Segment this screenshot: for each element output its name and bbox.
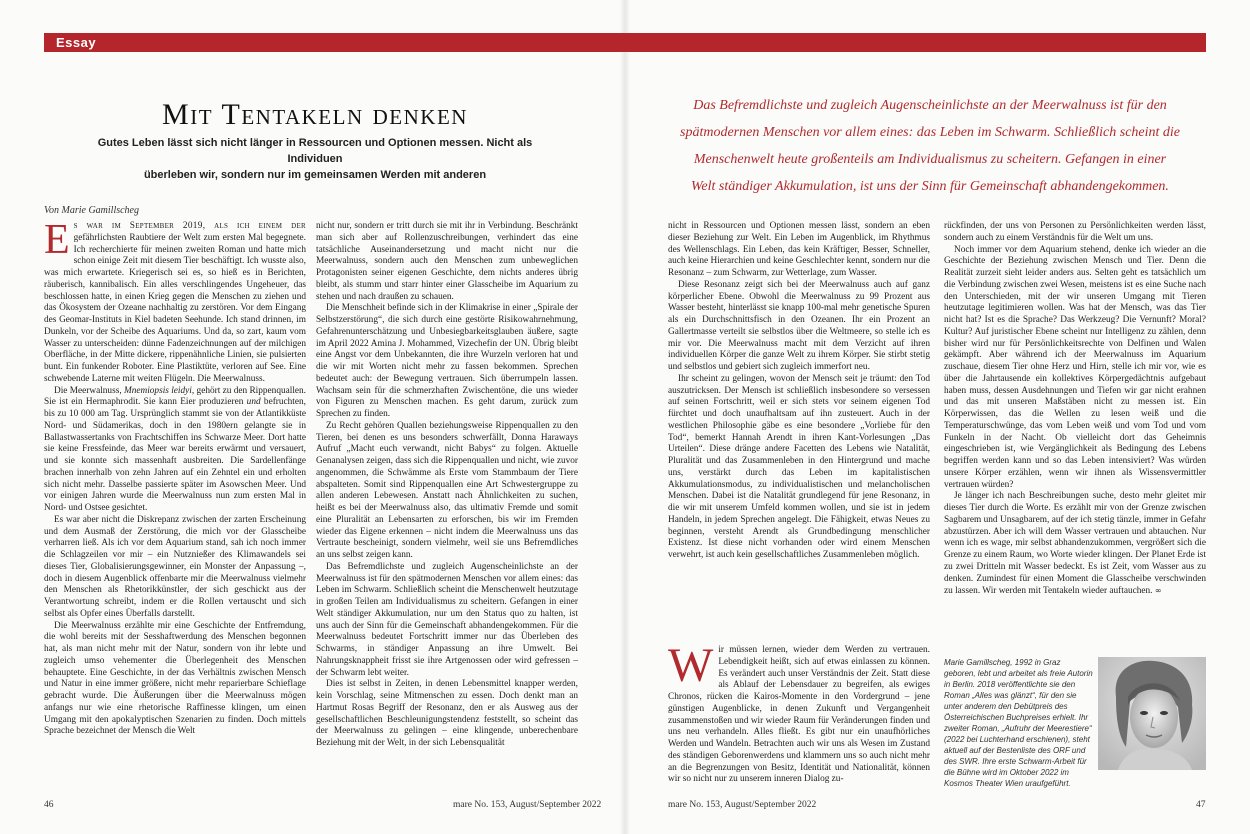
folio-magazine-left: mare No. 153, August/September 2022 (453, 800, 602, 810)
paragraph-text: ir müssen lernen, wieder dem Werden zu vertrauen. Lebendigkeit heißt, sich auf etwas einlassen zu können. Es verändert auch unser Verständnis der Zeit. Statt diese als Ablauf der Lebensdauer zu begreifen, als ewiges Chronos, rücken die Kairos-Momente in den Vordergrund – jene günstigen Augenblicke, in denen Zukunft und Vergangenheit zusammenstoßen und wir wieder Raum für Veränderungen finden und uns neu verhandeln. Alles fließt. Es gibt nur ein unaufhörliches Werden und Wandeln. Betrachten auch wir uns als Wesen im Zustand des ständigen Geborenwerdens und klammern uns so auch nicht mehr an die Begrenzungen von Besitz, Identität und Nationalität, können wir so nicht nur zu unserem inneren Dialog zu- (668, 645, 930, 785)
paragraph-text: gefährlichsten Raubtiere der Welt zum ersten Mal begegnete. Ich recherchierte für meinen zweiten Roman und hatte mich schon einige Zeit mit diesem Tier beschäftigt. Ich wusste also, was mich erwartete. Kriegerisch sei es, so hieß es in Berichten, räuberisch, kannibalisch. Ein alles verschlingendes Ungeheuer, das beschlossen hatte, in einen Krieg gegen die Menschen zu ziehen und das Ökosystem der Ozeane nachhaltig zu zerstören. Vor dem Eingang des Geomar-Instituts in Kiel badeten Seehunde. Ich stand drinnen, im Dunkeln, vor der Scheibe des Aquariums. Und da, so zart, kaum vom Wasser zu unterscheiden: dünne Fadenzeichnungen auf der milchigen Oberfläche, in der Mitte dickere, rippenähnliche Linien, sie pulsierten bunt. Ein funkender Roboter. Eine Plastiktüte, verloren auf See. Eine schwebende Laterne mit weiten Flügeln. Die Meerwalnuss. (44, 232, 306, 384)
portrait-image (1098, 657, 1206, 770)
paragraph (44, 217, 306, 386)
paragraph: Das Befremdlichste und zugleich Augenscheinlichste an der Meerwalnuss ist für den spätmodernen Menschen vor allem eines: das Leben im Schwarm. Schließlich scheint die Menschenwelt heutzutage in großen Teilen am Individualismus zu scheitern. Gefangen in einer Welt ständiger Akkumulation, nur um den Status quo zu halten, ist uns auch der Sinn für die Gemeinschaft abhandengekommen. Für die Meerwalnuss bedeutet Fortschritt immer nur das Überleben des Schwarms, in ständiger Anpassung an ihre Umwelt. Bei Nahrungsknappheit frisst sie ihre Artgenossen oder wird gefressen – der Schwarm lebt weiter. (316, 561, 578, 678)
paragraph: nicht nur, sondern er tritt durch sie mit ihr in Verbindung. Beschränkt man sich aber auf Rollenzuschreibungen, verhindert das eine tatsächliche Auseinandersetzung und macht nicht nur die Meerwalnuss, sondern auch den Menschen zum unbeweglichen Protagonisten seiner eigenen Geschichte, dem nichts anderes übrig bleibt, als stumm und starr hinter einer Glasscheibe im Aquarium zu stehen und nach draußen zu schauen. (316, 221, 578, 302)
end-mark: ∞ (1154, 586, 1162, 596)
drop-cap: W (668, 639, 714, 692)
text-column-1 (44, 217, 307, 769)
article-title: Mit Tentakeln denken (162, 98, 468, 131)
section-label: Essay (56, 35, 97, 50)
paragraph: Zu Recht gehören Quallen beziehungsweise Rippenquallen zu den Tieren, bei denen es uns besonders schwerfällt, Donna Haraways Aufruf „Macht euch verwandt, nicht Babys“ zu folgen. Aktuelle Genanalysen zeigen, dass sich die Rippenquallen und nicht, wie zuvor angenommen, die Schwämme als Erste vom Stammbaum der Tiere abspalteten. Somit sind Rippenquallen eine Art Schwestergruppe zu allen anderen Lebewesen. Anstatt nach Ähnlichkeiten zu suchen, heißt es bei der Meerwalnuss also, das ultimativ Fremde und somit eine Pluralität an Lebensarten zu erforschen, bis wir im Fremden wieder das Eigene erkennen – nicht indem die Meerwalnuss uns das Vertraute bescheinigt, sondern vielmehr, weil sie uns Befremdliches an uns selbst zeigen kann. (316, 420, 578, 560)
pull-quote: Das Befremdlichste und zugleich Augenscheinlichste an der Meerwalnuss ist für den spätmodernen Menschen vor allem eines: das Leben im Schwarm. Schließlich scheint die Menschenwelt heute großenteils am Individualismus zu scheitern. Gefangen in einer Welt ständiger Akkumulation, ist uns der Sinn für Gemeinschaft abhandengekommen. (680, 98, 1181, 194)
paragraph: nicht in Ressourcen und Optionen messen lässt, sondern an eben dieser Beziehung zur Welt. Ein Leben im Augenblick, im Rhythmus des Wellenschlags. Ein Leben, das kein Kräftiger, Besser, Schneller, auch keine Hierarchien und keine Geschlechter kennt, sondern nur die Resonanz – zum Schwarm, zur Wetterlage, zum Wasser. (668, 221, 930, 278)
paragraph: rückfinden, der uns von Personen zu Persönlichkeiten werden lässt, sondern auch zu einem Verständnis für die Welt um uns. (944, 221, 1206, 243)
paragraph-text: , gehört zu den Rippenquallen. Sie ist ein Hermaphrodit. Sie kann Eier produzieren (44, 385, 307, 408)
paragraph-text: Je länger ich nach Beschreibungen suche, desto mehr gleitet mir dieses Tier durch die Worte. Es erzählt mir von der Grenze zwischen Sagbarem und Unsagbarem, auf der ich stetig tänzle, immer in Gefahr abzustürzen. Aber ich will dem Wasser vertrauen und abtauchen. Nur wenn ich es wage, mir selbst abhandenzukommen, vergrößert sich die Grenze zu einem Raum, wo Worte wieder klingen. Der Planet Erde ist zu zwei Dritteln mit Wasser bedeckt. Es ist Zeit, vom Wasser aus zu denken. Zumindest für einen Moment die Glasscheibe verschwinden zu lassen. Wir werden mit Tentakeln wieder auftauchen. (944, 491, 1206, 597)
text-column-4 (944, 221, 1206, 653)
subtitle-line-2: überleben wir, sondern nur im gemeinsamen Werden mit anderen (143, 169, 487, 181)
text-column-3-lower (668, 639, 930, 785)
paragraph (668, 639, 930, 786)
page-number-left: 46 (44, 800, 54, 810)
paragraph: Ihr scheint zu gelingen, wovon der Mensch seit je träumt: den Tod auszutricksen. Der Mensch ist schließlich insbesondere so versessen auf seinen Fortschritt, weil er sich stets vor seinem eigenen Tod fürchtet und doch unaufhaltsam auf ihn zusteuert. Auch in der westlichen Philosophie gäbe es eine besondere „Vorliebe für den Tod“, bemerkt Hannah Arendt in ihren Kant-Vorlesungen „Das Urteilen“. Diese dränge andere Facetten des Lebens wie Natalität, Pluralität und das Zusammenleben in den Hintergrund und mache uns, verstärkt durch das Leben im kapitalistischen Akkumulationsmodus, zu individualistischen und melancholischen Menschen. Dabei ist die Natalität grundlegend für jene Resonanz, in die wir mit unserem Umfeld kommen wollen, und sie ist in jedem Handeln, in jedem Sprechen angelegt. Die Fähigkeit, etwas Neues zu beginnen, versteht Arendt als Grundbedingung menschlicher Existenz. Ist diese nicht vorhanden oder wird einem Menschen verwehrt, ist auch kein gesellschaftliches Zusammenleben möglich. (668, 373, 930, 560)
emphasis: und (246, 397, 261, 408)
byline: Von Marie Gamillscheg (44, 205, 139, 216)
drop-cap: E (44, 217, 70, 263)
paragraph (44, 386, 306, 515)
text-column-3 (668, 221, 930, 641)
paragraph: Die Meerwalnuss erzählte mir eine Geschichte der Entfremdung, die wohl bereits mit der Sesshaftwerdung des Menschen begonnen hat, als man nicht mehr mit der Natur, sondern von ihr lebte und zugleich umso vehementer die Überlegenheit des Menschen behauptete. Eine Geschichte, in der das Verhältnis zwischen Mensch und Natur in eine immer größere, nicht mehr reparierbare Schieflage gebracht wurde. Die Äußerungen über die Meerwalnuss mögen anfangs nur wie eine rhetorische Raffinesse klingen, um einen Umgang mit den apokalyptischen Szenarien zu finden. Doch mittels Sprache bezeichnet der Mensch die Welt (44, 620, 306, 737)
page-number-right: 47 (1196, 800, 1206, 810)
paragraph: Noch immer vor dem Aquarium stehend, denke ich wieder an die Geschichte der Beziehung zwischen Mensch und Tier. Denn die Realität zurzeit sieht leider anders aus. Selten geht es tatsächlich um die Verbindung zwischen zwei Wesen, meistens ist es eine Suche nach den Unterschieden, mit der wir unseren Umgang mit Tieren heutzutage legitimieren wollen. Was hat der Mensch, was das Tier nicht hat? Ist es die Sprache? Das Werkzeug? Die Vernunft? Moral? Kultur? Auf juristischer Ebene scheint nur Intelligenz zu zählen, denn bisher wird nur für Persönlichkeitsrechte von Delfinen und Walen gekämpft. Aber während ich der Meerwalnuss im Aquarium zuschaue, diesem Tier ohne Herz und Hirn, stelle ich mir vor, wie es über die Jahrtausende ein kollektives Körpergedächtnis aufgebaut haben muss, dessen Ausdehnungen und Tiefen wir gar nicht erahnen und das mit unseren Maßstäben nicht zu messen ist. Ein Körperwissen, das die Wellen zu lesen weiß und die Temperaturschwünge, das vom Leben weiß und vom Tod und vom Funkeln in der Nacht. Ob vielleicht dort das Geheimnis eingeschrieben ist, wie Vergänglichkeit als Bedingung des Lebens begriffen werden kann und so das Leben intensiviert? Was würden unsere Körper erzählen, wenn wir ihnen als Wissensvermittler vertrauen würden? (944, 244, 1206, 490)
subtitle-line-1: Gutes Leben lässt sich nicht länger in Ressourcen und Optionen messen. Nicht als Individuen (97, 137, 533, 165)
paragraph-text: Die Meerwalnuss, (54, 385, 124, 396)
paragraph: Dies ist selbst in Zeiten, in denen Lebensmittel knapper werden, kein Vorschlag, seine Mitmenschen zu essen. Doch denkt man an Hartmut Rosas Begriff der Resonanz, den er als Ausweg aus der gesellschaftlichen Beschleunigungstendenz feststellt, so scheint das der Meerwalnuss zu gelingen – eine klingende, unberechenbare Beziehung mit der Welt, in der sich Lebensqualität (316, 679, 578, 748)
folio-magazine-right: mare No. 153, August/September 2022 (668, 800, 817, 810)
paragraph (944, 491, 1206, 598)
species-name: Mnemiopsis leidyi (123, 385, 192, 396)
paragraph-text: befruchten, bis zu 10 000 am Tag. Ursprünglich stammt sie von der Atlantikküste Nord- und Südamerikas, doch in den 1980ern gelangte sie in Ballastwassertanks von Frachtschiffen ins Schwarze Meer. Dort hatte sie keine Fressfeinde, das Meer war bereits erwärmt und versauert, und sie konnte sich massenhaft ausbreiten. Die Sardellenfänge brachen innerhalb von zehn Jahren auf ein Zehntel ein und erholten sich nicht mehr. Dasselbe passierte später im Asowschen Meer. Und vor einigen Jahren wurde die Meerwalnuss nun zum ersten Mal in Nord- und Ostsee gesichtet. (44, 397, 306, 513)
text-column-2 (316, 221, 578, 769)
lead-in: s war im September 2019, als ich einem der (73, 221, 306, 231)
author-portrait (1098, 657, 1206, 770)
paragraph: Die Menschheit befinde sich in der Klimakrise in einer „Spirale der Selbstzerstörung“, die sich durch eine gestörte Risikowahrnehmung, Gefahrenunterschätzung und Unbesiegbarkeitsglauben äußere, sagte im April 2022 Amina J. Mohammed, Vizechefin der UN. Übrig bleibt eine Angst vor dem Unbekannten, die ihre Wurzeln verloren hat und die wir mit Worten nicht mehr zu fassen bekommen. Sprechen bedeutet auch: der Bewegung vertrauen. Sich überrumpeln lassen. Wachsam sein für die schmerzhaften Zwischentöne, die uns wieder von Figuren zu Menschen machen. Es geht darum, zurück zum Sprechen zu finden. (316, 303, 578, 419)
section-header-bar (44, 33, 1206, 52)
page-gutter (620, 0, 630, 834)
paragraph: Es war aber nicht die Diskrepanz zwischen der zarten Erscheinung und dem Ausmaß der Zerstörung, die mich vor der Glasscheibe verharren ließ. Als ich vor dem Aquarium stand, sah ich noch immer die Schlagzeilen vor mir – ein Nutznießer des Klimawandels sei dieses Tier, Globalisierungsgewinner, ein Monster der Anpassung –, doch in diesem Augenblick offenbarte mir die Meerwalnuss vielmehr den Menschen als Rhetorikkünstler, der sich geschickt aus der Verantwortung schreibt, indem er die Rollen vertauscht und sich selbst als Opfer eines Überfalls darstellt. (44, 514, 306, 619)
author-bio: Marie Gamillscheg, 1992 in Graz geboren, lebt und arbeitet als freie Autorin in Berlin. 2018 veröffentlichte sie den Roman „Alles was glänzt“, für den sie unter anderem den Debütpreis des Österreichischen Buchpreises erhielt. Ihr zweiter Roman, „Aufruhr der Meerestiere“ (2022 bei Luchterhand erschienen), steht aktuell auf der Bestenliste des ORF und des SWR. Ihre erste Schwarm-Arbeit für die Bühne wird im Oktober 2022 im Kosmos Theater Wien uraufgeführt. (944, 658, 1093, 788)
paragraph: Diese Resonanz zeigt sich bei der Meerwalnuss auch auf ganz körperlicher Ebene. Obwohl die Meerwalnuss zu 99 Prozent aus Wasser besteht, hinterlässt sie knapp 100-mal mehr genetische Spuren als ein Durchschnittsfisch in den Ozeanen. Ihr ein Prozent an Gallertmasse verteilt sie selbstlos über die Weltmeere, so stelle ich es mir vor. Die Meerwalnuss macht mit dem Verzicht auf ihren individuellen Körper die ganze Welt zu ihrem Körper. Sie stirbt stetig und selbstlos und gebiert sich zugleich immerfort neu. (668, 279, 930, 372)
article-subtitle (70, 135, 560, 183)
